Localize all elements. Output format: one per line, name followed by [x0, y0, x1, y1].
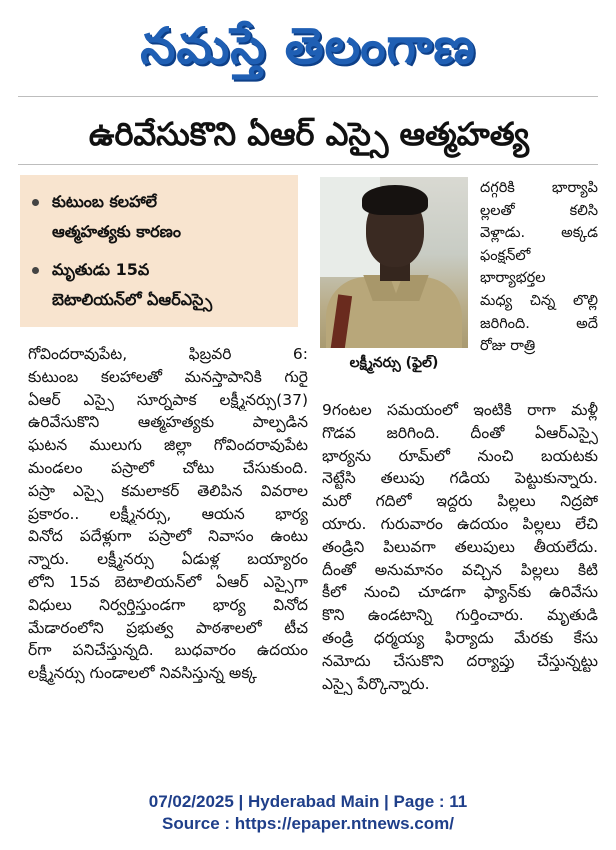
article-column-left [28, 343, 308, 685]
article-text-line: ఏఆర్‌ ఎస్సై సూర్నపాక లక్ష్మీనర్సు(37) [28, 390, 308, 409]
article-text-line: పస్రా ఎస్సై కమలాకర్‌ తెలిపిన వివరాల [28, 481, 308, 500]
headline-divider [18, 164, 598, 165]
article-text-line: గోవిందరావుపేట, ఫిబ్రవరి 6: [28, 345, 308, 363]
article-text-line: మరో గదిలో ఇద్దరు పిల్లలు నిద్రపో [322, 492, 598, 511]
article-text-line: దీంతో అనుమానం వచ్చిన పిల్లలు కిటి [322, 560, 598, 579]
article-column-right-top [480, 177, 598, 358]
article-text-line: రోజు రాత్రి [480, 338, 536, 355]
article-column-right [322, 399, 598, 695]
highlight-line: కుటుంబ కలహాలే [52, 192, 158, 211]
article-headline: ఉరివేసుకొని ఏఆర్‌ ఎస్సై ఆత్మహత్య [88, 115, 530, 153]
officer-photo [320, 177, 468, 348]
photo-caption: లక్ష్మీనర్సు (ఫైల్‌) [349, 355, 439, 371]
article-text-line: యారు. గురువారం ఉదయం పిల్లలు లేచి [322, 514, 598, 533]
article-text-line: లక్ష్మీనర్సు గుండాలలో నివసిస్తున్న అక్క [28, 664, 257, 683]
article-text-line: మండలం పస్రాలో చోటు చేసుకుంది. [28, 458, 308, 477]
edition-info: 07/02/2025 | Hyderabad Main | Page : 11 [148, 792, 468, 811]
article-text-line: ఘటన ములుగు జిల్లా గోవిందరావుపేట [28, 436, 308, 455]
article-text-line: మధ్య చిన్న లొల్లి [480, 292, 598, 309]
highlight-line: మృతుడు 15వ [52, 260, 150, 279]
article-text-line: వెళ్లాడు. అక్కడ [480, 225, 598, 242]
newspaper-logo: నమస్తే తెలంగాణ [140, 17, 476, 75]
article-text-line: 9గంటల సమయంలో ఇంటికి రాగా మళ్లీ [322, 401, 598, 419]
highlight-box [20, 175, 298, 327]
article-text-line: ర్‌గా పనిచేస్తున్నది. బుధవారం ఉదయం [28, 641, 308, 660]
article-text-line: జరిగింది. అదే [480, 315, 598, 332]
source-link[interactable]: Source : https://epaper.ntnews.com/ [162, 814, 454, 833]
highlight-line: బెటాలియన్‌లో ఏఆర్‌ఎస్సై [52, 290, 213, 309]
article-text-line: విధులు నిర్వర్తిస్తుండగా భార్య వినోద [28, 595, 308, 614]
article-text-line: కీలో నుంచి చూడగా ఫ్యాన్‌కు ఉరివేసు [322, 583, 598, 602]
bullet-icon [32, 267, 39, 274]
article-text-line: భార్యను రూమ్‌లో నుంచి బయటకు [322, 446, 598, 465]
article-text-line: న్నారు. లక్ష్మీనర్సు ఏడుళ్ల బయ్యారం [28, 550, 308, 569]
masthead-divider [18, 96, 598, 97]
article-text-line: లోని 15వ బెటాలియన్‌లో ఏఆర్‌ ఎస్సైగా [28, 572, 308, 591]
article-text-line: ఉరివేసుకొని ఆత్మహత్యకు పాల్పడిన [28, 413, 308, 432]
article-text-line: వినోద పదేళ్లుగా పస్రాలో నివాసం ఉంటు [28, 527, 308, 546]
article-text-line: తండ్రి ధర్మయ్య ఫిర్యాదు మేరకు కేసు [322, 628, 598, 647]
article-text-line: తండ్రిని పిలువగా తలుపులు తీయలేదు. [322, 537, 598, 556]
article-text-line: కుటుంబ కలహాలతో మనస్తాపానికి గురై [28, 367, 308, 386]
highlight-item [32, 187, 294, 247]
article-text-line: మేడారంలోని ప్రభుత్వ పాఠశాలలో టీచ [28, 618, 308, 637]
article-text-line: ప్రకారం.. లక్ష్మీనర్సు, ఆయన భార్య [28, 504, 308, 523]
article-text-line: కొని ఉండటాన్ని గుర్తించారు. మృతుడి [322, 606, 598, 625]
article-text-line: ఎస్సై పేర్కొన్నారు. [322, 674, 430, 693]
article-text-line: ల్లలతో కలిసి [480, 202, 598, 219]
article-text-line: దగ్గరికి భార్యాపి [480, 180, 598, 196]
highlight-line: ఆత్మహత్యకు కారణం [52, 222, 181, 241]
article-text-line: ఫంక్షన్‌లో [480, 247, 531, 264]
article-text-line: గొడవ జరిగింది. దీంతో ఏఆర్‌ఎస్సై [322, 423, 598, 442]
article-text-line: నమోదు చేసుకొని దర్యాప్తు చేస్తున్నట్టు [322, 651, 598, 670]
masthead [0, 0, 616, 92]
article-text-line: భార్యాభర్తల [480, 270, 546, 287]
bullet-icon [32, 199, 39, 206]
highlight-item [32, 255, 294, 315]
article-text-line: నెట్టేసి తలుపు గడియ పెట్టుకున్నారు. [322, 469, 598, 488]
